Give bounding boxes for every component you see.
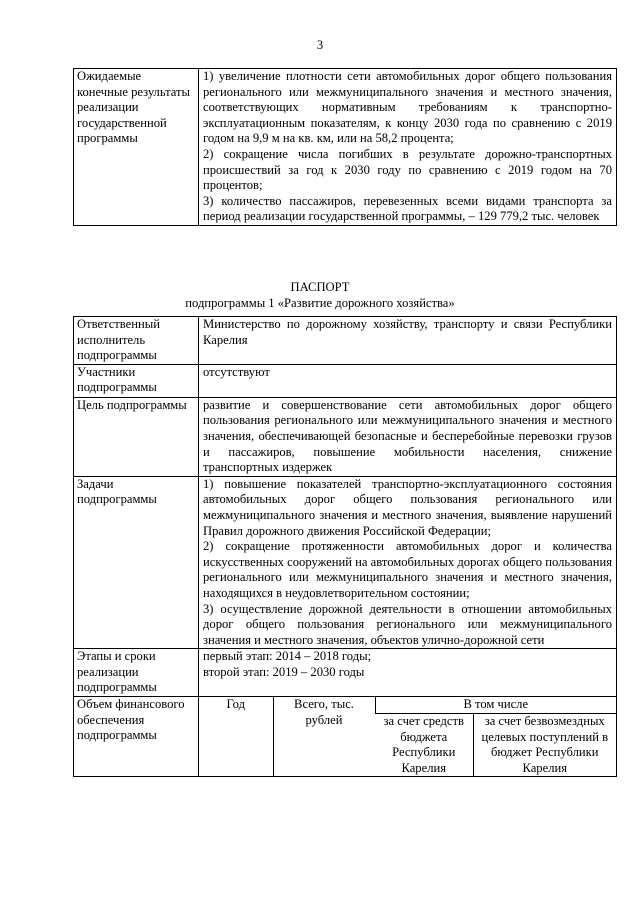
- result-item-1: 1) увеличение плотности сети автомобильных дорог общего пользования регионального или межмуниципального значения и местного значения, соответствующих нормативным требованиям к транспортно-эксплуатационным показателям, к концу 2030 года по сравнению с 2019 годом на 9,9 м на кв. км, или на 58,2 процента;: [203, 69, 612, 146]
- tasks-row: [74, 476, 617, 649]
- passport-table: [73, 316, 617, 777]
- results-label: Ожидаемые конечные результаты реализации государственной программы: [74, 69, 199, 226]
- passport-subtitle: подпрограммы 1 «Развитие дорожного хозяйства»: [185, 296, 455, 310]
- col-total: Всего, тыс. рублей: [273, 697, 375, 776]
- stages-row: [74, 649, 617, 697]
- executor-value: [199, 317, 617, 365]
- result-item-3: 3) количество пассажиров, перевезенных всеми видами транспорта за период реализации государственной программы, – 129 779,2 тыс. человек: [203, 193, 612, 224]
- executor-row: [74, 317, 617, 365]
- task-item-3: 3) осуществление дорожной деятельности в отношении автомобильных дорог общего пользования регионального или межмуниципального значения и местного значения, объектов улично-дорожной сети: [203, 601, 612, 647]
- col-grants: за счет безвозмездных целевых поступлений в бюджет Республики Карелия: [473, 714, 616, 777]
- stages-label: Этапы и сроки реализации подпрограммы: [74, 649, 199, 697]
- funding-label: Объем финансового обеспечения подпрограммы: [74, 697, 199, 777]
- tasks-label: Задачи подпрограммы: [74, 476, 199, 649]
- passport-title: ПАСПОРТ: [290, 280, 350, 294]
- stages-value: [199, 649, 617, 697]
- task-item-2: 2) сокращение протяженности автомобильных дорог и количества искусственных сооружений на автомобильных дорогах общего пользования регионального или межмуниципального значения и местного значения, находящихся в неудовлетворительном состоянии;: [203, 539, 612, 600]
- results-value: [199, 69, 617, 226]
- funding-value: [199, 697, 617, 777]
- goal-value: [199, 397, 617, 476]
- col-including: В том числе: [375, 697, 616, 714]
- participants-label: Участники подпрограммы: [74, 364, 199, 397]
- executor-text: Министерство по дорожному хозяйству, транспорту и связи Республики Карелия: [203, 317, 612, 347]
- goal-label: Цель подпрограммы: [74, 397, 199, 476]
- funding-header-row: [199, 697, 616, 714]
- tasks-value: [199, 476, 617, 649]
- results-row: [74, 69, 617, 226]
- participants-row: [74, 364, 617, 397]
- result-item-2: 2) сокращение числа погибших в результате дорожно-транспортных происшествий за год к 2030 году по сравнению с 2019 годом на 70 процентов;: [203, 146, 612, 193]
- stage-line-1: первый этап: 2014 – 2018 годы;: [203, 649, 372, 664]
- results-table: [73, 68, 617, 226]
- funding-row: [74, 697, 617, 777]
- goal-row: [74, 397, 617, 476]
- stage-line-2: второй этап: 2019 – 2030 годы: [203, 664, 365, 679]
- col-year: Год: [226, 697, 245, 712]
- page-number: 3: [316, 38, 324, 52]
- col-budget: за счет средств бюджета Республики Карелия: [375, 714, 473, 777]
- participants-value: отсутствуют: [199, 364, 617, 397]
- funding-table: [199, 697, 616, 776]
- task-item-1: 1) повышение показателей транспортно-эксплуатационного состояния автомобильных дорог общего пользования регионального или межмуниципального значения и местного значения, выявление нарушений Правил дорожного движения Российской Федерации;: [203, 476, 612, 538]
- goal-text: развитие и совершенствование сети автомобильных дорог общего пользования регионального или межмуниципального значения и местного значения, обеспечивающей безопасные и бесперебойные перевозки грузов и пассажиров, повышение мобильности населения, снижение транспортных издержек: [203, 397, 612, 475]
- executor-label: Ответственный исполнитель подпрограммы: [74, 317, 199, 365]
